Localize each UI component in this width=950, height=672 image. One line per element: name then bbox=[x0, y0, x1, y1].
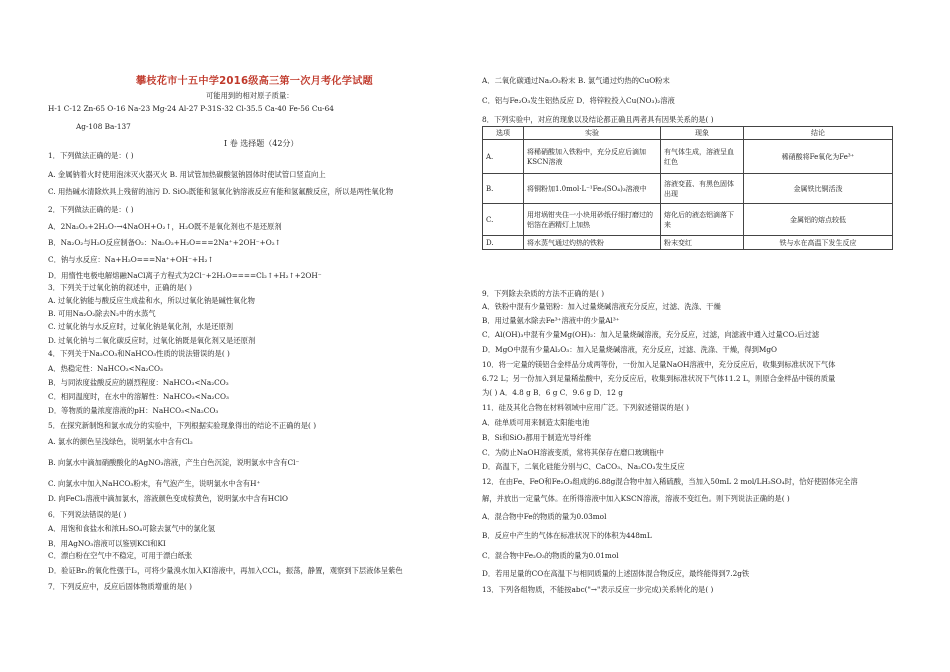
question-line: 11．硅及其化合物在材料领域中应用广泛。下列叙述错误的是( ) bbox=[482, 403, 690, 412]
question-line: B．Na₂O₂与H₂O反应制备O₂：Na₂O₂+H₂O===2Na⁺+2OH⁻+O₂↑ bbox=[48, 238, 281, 247]
q8-cell-conclusion: 铁与水在高温下发生反应 bbox=[744, 236, 893, 250]
question-line: 8．下列实验中，对应的现象以及结论都正确且两者具有因果关系的是( ) bbox=[482, 115, 714, 124]
question-line: A．二氧化碳通过Na₂O₂粉末 B. 氯气通过灼热的CuO粉末 bbox=[482, 76, 670, 85]
q8-cell-conclusion: 金属铁比铜活泼 bbox=[744, 174, 893, 204]
question-line: D. 向FeCl₂溶液中滴加氯水，溶液颜色变成棕黄色，说明氯水中含有HClO bbox=[48, 494, 289, 503]
question-line: 2．下列做法正确的是：( ) bbox=[48, 205, 134, 214]
question-line: A．铁粉中混有少量铝粉：加入过量烧碱溶液充分反应，过滤、洗涤、干燥 bbox=[482, 302, 721, 311]
q8-header-phenomenon: 现象 bbox=[661, 127, 744, 140]
q8-cell-phenomenon: 熔化后的液态铝滴落下来 bbox=[661, 204, 744, 236]
q8-cell-phenomenon: 有气体生成，溶液呈血红色 bbox=[661, 140, 744, 174]
question-line: C．相同温度时，在水中的溶解性：NaHCO₃<Na₂CO₃ bbox=[48, 392, 229, 401]
question-line: 3．下列关于过氧化钠的叙述中，正确的是( ) bbox=[48, 283, 192, 292]
question-line: 1．下列做法正确的是：( ) bbox=[48, 151, 134, 160]
question-line: C. 过氧化钠与水反应时，过氧化钠是氧化剂，水是还原剂 bbox=[48, 322, 234, 331]
question-line: D．若用足量的CO在高温下与相同质量的上述固体混合物反应，最终能得到7.2g铁 bbox=[482, 569, 750, 578]
question-line: A．2Na₂O₂+2H₂O-→4NaOH+O₂↑，H₂O既不是氧化剂也不是还原剂 bbox=[48, 222, 282, 231]
question-line: B. 向氯水中滴加硝酸酸化的AgNO₃溶液，产生白色沉淀，说明氯水中含有Cl⁻ bbox=[48, 458, 300, 467]
q8-cell-conclusion: 金属铝的熔点较低 bbox=[744, 204, 893, 236]
question-line: 12．在由Fe、FeO和Fe₂O₃组成的6.88g混合物中加入稀硫酸，当加入50mL 2 mol/LH₂SO₄时，恰好使固体完全溶 bbox=[482, 477, 858, 486]
question-line: 5．在探究新制饱和氯水成分的实验中，下列根据实验现象得出的结论不正确的是( ) bbox=[48, 421, 317, 430]
q8-header-experiment: 实验 bbox=[524, 127, 661, 140]
q8-row bbox=[483, 204, 893, 236]
q8-header-row bbox=[483, 127, 893, 140]
q8-cell-option: B. bbox=[483, 174, 524, 204]
question-line: B．用AgNO₃溶液可以鉴别KCl和KI bbox=[48, 539, 166, 548]
q8-row bbox=[483, 236, 893, 250]
question-line: A. 氯水的颜色呈浅绿色，说明氯水中含有Cl₂ bbox=[48, 437, 193, 446]
question-line: B．与同浓度盐酸反应的剧烈程度：NaHCO₃<Na₂CO₃ bbox=[48, 378, 229, 387]
q8-cell-option: C. bbox=[483, 204, 524, 236]
question-line: C．混合物中Fe₂O₃的物质的量为0.01mol bbox=[482, 551, 619, 560]
question-line: A. 过氧化钠能与酸反应生成盐和水，所以过氧化钠是碱性氧化物 bbox=[48, 296, 255, 305]
question-line: 4．下列关于Na₂CO₃和NaHCO₃性质的说法错误的是( ) bbox=[48, 349, 230, 358]
question-line: 7．下列反应中，反应后固体物质增重的是( ) bbox=[48, 582, 192, 591]
question-line: 13．下列各组物质，不能按abc("→"表示反应一步完成)关系转化的是( ) bbox=[482, 585, 714, 594]
question-line: C．为防止NaOH溶液变质，常将其保存在磨口玻璃瓶中 bbox=[482, 448, 664, 457]
atomic-masses-line1: H-1 C-12 Zn-65 O-16 Na-23 Mg-24 Al-27 P-31S-32 Cl-35.5 Ca-40 Fe-56 Cu-64 bbox=[48, 104, 334, 113]
question-line: A．热稳定性：NaHCO₃<Na₂CO₃ bbox=[48, 364, 163, 373]
question-line: 为( ) A．4.8 g B．6 g C．9.6 g D．12 g bbox=[482, 388, 623, 397]
question-line: 10．将一定量的镁铝合金样品分成两等份，一份加入足量NaOH溶液中，充分反应后，收集到标准状况下气体 bbox=[482, 360, 836, 369]
q8-header-option: 选项 bbox=[483, 127, 524, 140]
q8-cell-experiment: 将水蒸气通过灼热的铁粉 bbox=[524, 236, 661, 250]
question-line: A．混合物中Fe的物质的量为0.03mol bbox=[482, 512, 607, 521]
question-line: D．等物质的量浓度溶液的pH：NaHCO₃<Na₂CO₃ bbox=[48, 406, 219, 415]
q8-cell-experiment: 将稀硝酸加入铁粉中，充分反应后滴加KSCN溶液 bbox=[524, 140, 661, 174]
q8-cell-option: D. bbox=[483, 236, 524, 250]
question-line: B．反应中产生的气体在标准状况下的体积为448mL bbox=[482, 531, 652, 540]
q8-row bbox=[483, 140, 893, 174]
question-line: B．Si和SiO₂都用于制造光导纤维 bbox=[482, 433, 592, 442]
question-line: C. 用热碱水清除炊具上残留的油污 D. SiO₂既能和氢氧化钠溶液反应有能和氢氟酸反应，所以是两性氧化物 bbox=[48, 187, 394, 196]
q8-cell-option: A. bbox=[483, 140, 524, 174]
q8-header-conclusion: 结论 bbox=[744, 127, 893, 140]
question-line: A. 金属钠着火时使用泡沫灭火器灭火 B. 用试管加热碳酸氢钠固体时使试管口竖直向上 bbox=[48, 170, 326, 179]
q8-table bbox=[482, 126, 893, 250]
question-line: C．漂白粉在空气中不稳定，可用于漂白纸张 bbox=[48, 551, 193, 560]
question-line: 解，并放出一定量气体。在所得溶液中加入KSCN溶液，溶液不变红色。则下列说法正确的是( ) bbox=[482, 494, 790, 503]
question-line: A．用饱和食盐水和浓H₂SO₄可除去氯气中的氯化氢 bbox=[48, 524, 216, 533]
question-line: 6.72 L；另一份加入到足量稀盐酸中，充分反应后，收集到标准状况下气体11.2 L，则原合金样品中镁的质量 bbox=[482, 374, 836, 383]
question-line: C．Al(OH)₃中混有少量Mg(OH)₂：加入足量烧碱溶液，充分反应，过滤，向滤液中通入过量CO₂后过滤 bbox=[482, 330, 820, 339]
question-line: D．MgO中混有少量Al₂O₃：加入足量烧碱溶液，充分反应，过滤、洗涤、干燥，得到MgO bbox=[482, 345, 778, 354]
q8-cell-phenomenon: 溶液变蓝、有黑色固体出现 bbox=[661, 174, 744, 204]
q8-cell-phenomenon: 粉末变红 bbox=[661, 236, 744, 250]
question-line: D. 过氧化钠与二氧化碳反应时，过氧化钠既是氧化剂又是还原剂 bbox=[48, 336, 256, 345]
question-line: B．用过量氨水除去Fe³⁺溶液中的少量Al³⁺ bbox=[482, 316, 620, 325]
question-line: C．钠与水反应：Na+H₂O===Na⁺+OH⁻+H₂↑ bbox=[48, 255, 214, 264]
question-line: C．铝与Fe₂O₃发生铝热反应 D．将锌粒投入Cu(NO₃)₂溶液 bbox=[482, 96, 675, 105]
question-line: A．硅单质可用来制造太阳能电池 bbox=[482, 418, 590, 427]
atomic-masses-line2: Ag-108 Ba-137 bbox=[76, 122, 131, 131]
q8-cell-experiment: 将铜粉加1.0mol·L⁻¹Fe₂(SO₄)₃溶液中 bbox=[524, 174, 661, 204]
question-line: 6．下列说法错误的是( ) bbox=[48, 510, 127, 519]
section-heading: Ⅰ 卷 选择题（42分） bbox=[224, 139, 299, 148]
question-line: D．用惰性电极电解熔融NaCl离子方程式为2Cl⁻+2H₂O====Cl₂↑+H₂↑+2OH⁻ bbox=[48, 271, 322, 280]
question-line: B. 可用Na₂O₂除去N₂中的水蒸气 bbox=[48, 309, 156, 318]
question-line: D．验证Br₂的氧化性强于I₂，可将少量溴水加入KI溶液中，再加入CCl₄，振荡，静置，观察到下层液体呈紫色 bbox=[48, 566, 403, 575]
exam-title: 攀枝花市十五中学2016级高三第一次月考化学试题 bbox=[136, 76, 373, 87]
atomic-mass-heading: 可能用到的相对原子质量： bbox=[206, 91, 294, 100]
question-line: C. 向氯水中加入NaHCO₃粉末，有气泡产生，说明氯水中含有H⁺ bbox=[48, 479, 261, 488]
question-line: D．高温下，二氧化硅能分别与C、CaCO₃、Na₂CO₃发生反应 bbox=[482, 462, 685, 471]
q8-cell-experiment: 用坩埚钳夹住一小块用砂纸仔细打磨过的铝箔在酒精灯上加热 bbox=[524, 204, 661, 236]
q8-cell-conclusion: 稀硝酸将Fe氧化为Fe³⁺ bbox=[744, 140, 893, 174]
q8-row bbox=[483, 174, 893, 204]
question-line: 9．下列除去杂质的方法不正确的是( ) bbox=[482, 289, 605, 298]
